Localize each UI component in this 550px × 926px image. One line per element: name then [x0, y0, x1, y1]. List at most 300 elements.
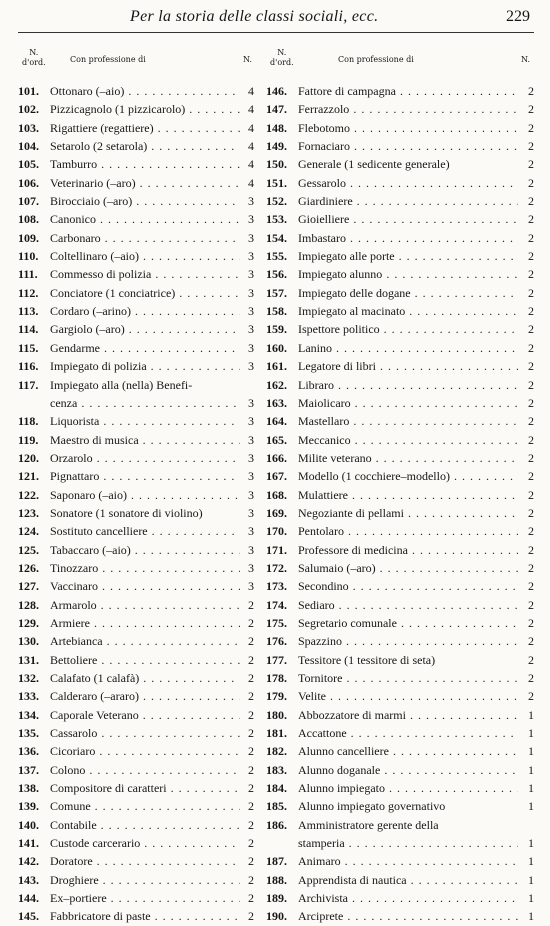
entry-number: 103. [18, 120, 39, 135]
entry-row [266, 284, 538, 302]
column-header [266, 44, 538, 80]
profession-name: Pizzicagnolo (1 pizzicarolo) . . . [50, 100, 240, 118]
profession-name: Flebotomo . . . [298, 119, 518, 137]
entry-row [266, 449, 538, 467]
entry-row [266, 797, 538, 815]
profession-name: Calderaro (–araro) . . . [50, 687, 240, 705]
entry-list [18, 82, 260, 926]
entry-count: 2 [528, 615, 534, 630]
entry-count: 2 [528, 249, 534, 264]
entry-count: 2 [528, 157, 534, 172]
profession-name: Fornaciaro . . . [298, 137, 518, 155]
profession-name: Meccanico . . . [298, 431, 518, 449]
entry-number: 189. [266, 891, 287, 906]
profession-name: Abbozzatore di marmi . . . [298, 706, 518, 724]
profession-name: Ispettore politico . . . [298, 320, 518, 338]
profession-name: Droghiere . . . [50, 871, 240, 889]
entry-number: 139. [18, 799, 39, 814]
entry-number: 122. [18, 487, 39, 502]
profession-name: Milite veterano . . . [298, 449, 518, 467]
profession-name: Contabile . . . [50, 816, 240, 834]
entry-row [18, 596, 260, 614]
profession-name: Gessarolo . . . [298, 174, 518, 192]
entry-row [266, 706, 538, 724]
entry-count: 4 [248, 84, 254, 98]
profession-name: Salumaio (–aro) . . . [298, 559, 518, 577]
entry-number: 148. [266, 120, 287, 135]
profession-name: Gioielliere . . . [298, 210, 518, 228]
entry-row [18, 779, 260, 797]
entry-count: 2 [528, 634, 534, 649]
entry-row [266, 614, 538, 632]
column-header [18, 44, 260, 80]
entry-count: 2 [528, 285, 534, 300]
entry-number: 157. [266, 285, 287, 300]
entry-row [18, 724, 260, 742]
entry-number: 107. [18, 194, 39, 209]
entry-row [18, 834, 260, 852]
profession-name: Tessitore (1 tessitore di seta) [298, 652, 436, 667]
entry-number: 153. [266, 212, 287, 227]
profession-name: Impiegato alla (nella) Benefi- [50, 377, 193, 392]
entry-row [266, 247, 538, 265]
profession-name: Alunno doganale . . . [298, 761, 518, 779]
profession-name: Sostituto cancelliere . . . [50, 522, 240, 540]
entry-count: 3 [248, 267, 254, 282]
entry-number: 159. [266, 322, 287, 337]
entry-row [18, 100, 260, 118]
entry-count: 2 [248, 817, 254, 832]
entry-number: 133. [18, 689, 39, 704]
entry-row [18, 632, 260, 650]
entry-count: 3 [248, 212, 254, 227]
entry-row [266, 522, 538, 540]
entry-row [266, 687, 538, 705]
entry-number: 163. [266, 395, 287, 410]
entry-count: 2 [248, 726, 254, 741]
entry-row [266, 596, 538, 614]
entry-number: 135. [18, 726, 39, 741]
entry-row [266, 559, 538, 577]
entry-count: 1 [528, 891, 534, 906]
profession-name: Tinozzaro . . . [50, 559, 240, 577]
profession-name: Armarolo . . . [50, 596, 240, 614]
profession-name: Ottonaro (–aio) . . . [50, 82, 240, 100]
entry-number: 106. [18, 175, 39, 190]
entry-count: 4 [248, 175, 254, 190]
entry-number: 113. [18, 304, 39, 319]
profession-name: Gargiolo (–aro) . . . [50, 320, 240, 338]
entry-count: 2 [528, 175, 534, 190]
entry-count: 4 [248, 120, 254, 135]
entry-row [18, 522, 260, 540]
entry-number: 137. [18, 762, 39, 777]
entry-count: 3 [248, 249, 254, 264]
entry-count: 2 [528, 652, 534, 667]
entry-row [266, 82, 538, 100]
entry-number: 140. [18, 817, 39, 832]
entry-number: 169. [266, 505, 287, 520]
entry-count: 3 [248, 487, 254, 502]
entry-row [266, 907, 538, 925]
entry-row [266, 889, 538, 907]
entry-count: 2 [528, 432, 534, 447]
entry-number: 109. [18, 230, 39, 245]
entry-row [266, 467, 538, 485]
profession-name: Impiegato alunno . . . [298, 265, 518, 283]
profession-name: Bettoliere . . . [50, 651, 240, 669]
entry-row [18, 155, 260, 173]
entry-number: 161. [266, 359, 287, 374]
profession-name: Professore di medicina . . . [298, 541, 518, 559]
entry-number: 136. [18, 744, 39, 759]
profession-name: Segretario comunale . . . [298, 614, 518, 632]
entry-number: 179. [266, 689, 287, 704]
entry-count: 2 [248, 634, 254, 649]
entry-row [18, 706, 260, 724]
entry-count: 1 [528, 726, 534, 741]
entry-number: 102. [18, 102, 39, 117]
entry-count: 2 [248, 781, 254, 796]
entry-number: 165. [266, 432, 287, 447]
entry-row [266, 376, 538, 394]
entry-number: 128. [18, 597, 39, 612]
entry-row [18, 394, 260, 412]
profession-name: Impiegato di polizia . . . [50, 357, 240, 375]
entry-row [266, 302, 538, 320]
entry-count: 1 [528, 909, 534, 924]
entry-count: 2 [528, 359, 534, 374]
entry-number: 141. [18, 836, 39, 851]
profession-name: Compositore di caratteri . . . [50, 779, 240, 797]
entry-row [266, 504, 538, 522]
profession-name: Ex–portiere . . . [50, 889, 240, 907]
entry-row [18, 761, 260, 779]
entry-row [18, 302, 260, 320]
entry-row [18, 871, 260, 889]
profession-name: Alunno cancelliere . . . [298, 742, 518, 760]
profession-name: Doratore . . . [50, 852, 240, 870]
profession-name: Conciatore (1 conciatrice) . . . [50, 284, 240, 302]
entry-number: 149. [266, 139, 287, 154]
ord-header: N. d'ord. [22, 48, 46, 67]
profession-name: Animaro . . . [298, 852, 518, 870]
profession-name: Generale (1 sedicente generale) [298, 157, 450, 172]
entry-number: 170. [266, 524, 287, 539]
profession-name: Canonico . . . [50, 210, 240, 228]
entry-count: 2 [248, 854, 254, 869]
entry-count: 1 [528, 744, 534, 759]
entry-number: 121. [18, 469, 39, 484]
entry-count: 2 [528, 340, 534, 355]
entry-row [18, 541, 260, 559]
entry-number: 144. [18, 891, 39, 906]
entry-count: 2 [528, 212, 534, 227]
profession-name: Setarolo (2 setarola) . . . [50, 137, 240, 155]
entry-row [18, 467, 260, 485]
profession-name: Mastellaro . . . [298, 412, 518, 430]
entry-row [18, 889, 260, 907]
entry-row [18, 137, 260, 155]
entry-number: 110. [18, 249, 39, 264]
entry-count: 2 [528, 560, 534, 575]
entry-row [18, 687, 260, 705]
entry-number: 182. [266, 744, 287, 759]
profession-name: Coltellinaro (–aio) . . . [50, 247, 240, 265]
profession-name: Cassarolo . . . [50, 724, 240, 742]
profession-name: Fabbricatore di paste . . . [50, 907, 240, 925]
profession-name: Cicoriaro . . . [50, 742, 240, 760]
entry-row [18, 265, 260, 283]
entry-row [18, 119, 260, 137]
entry-number: 152. [266, 194, 287, 209]
profession-header: Con professione di [338, 55, 414, 64]
entry-count: 2 [248, 652, 254, 667]
entry-number: 131. [18, 652, 39, 667]
profession-name: Tornitore . . . [298, 669, 518, 687]
entry-number: 104. [18, 139, 39, 154]
entry-number: 114. [18, 322, 39, 337]
entry-row [18, 669, 260, 687]
entry-row [18, 229, 260, 247]
entry-number: 186. [266, 817, 287, 832]
entry-row [266, 394, 538, 412]
entry-count: 3 [248, 285, 254, 300]
entry-row [18, 247, 260, 265]
profession-name: Alunno impiegato governativo [298, 799, 446, 814]
entry-number: 132. [18, 671, 39, 685]
entry-number: 118. [18, 414, 39, 429]
page-number: 229 [506, 8, 530, 25]
profession-name: stamperia . . . [298, 834, 518, 852]
entry-number: 166. [266, 450, 287, 465]
profession-name: Custode carcerario . . . [50, 834, 240, 852]
ord-header: N. d'ord. [270, 48, 294, 67]
entry-number: 143. [18, 872, 39, 887]
entry-count: 3 [248, 395, 254, 410]
entry-number: 145. [18, 909, 39, 924]
entry-count: 3 [248, 359, 254, 374]
entry-row [18, 559, 260, 577]
entry-count: 2 [528, 377, 534, 392]
entry-row [266, 229, 538, 247]
entry-row [18, 577, 260, 595]
profession-name: Gendarme . . . [50, 339, 240, 357]
entry-number: 180. [266, 707, 287, 722]
profession-name: Saponaro (–aio) . . . [50, 486, 240, 504]
entry-count: 3 [248, 524, 254, 539]
entry-row [266, 210, 538, 228]
entry-count: 2 [528, 487, 534, 502]
entry-count: 3 [248, 432, 254, 447]
profession-name: Arciprete . . . [298, 907, 518, 925]
entry-number: 188. [266, 872, 287, 887]
entry-number: 115. [18, 340, 39, 355]
entry-count: 2 [248, 597, 254, 612]
profession-name: Accattone . . . [298, 724, 518, 742]
entry-row [266, 852, 538, 870]
entry-count: 3 [248, 340, 254, 355]
profession-name: Liquorista . . . [50, 412, 240, 430]
entry-number: 105. [18, 157, 39, 172]
entry-number: 129. [18, 615, 39, 630]
entry-number: 130. [18, 634, 39, 649]
entry-number: 176. [266, 634, 287, 649]
running-head [0, 8, 550, 32]
profession-name: Orzarolo . . . [50, 449, 240, 467]
entry-row [266, 742, 538, 760]
entry-number: 173. [266, 579, 287, 594]
count-header: N. [520, 55, 530, 64]
entry-row [18, 320, 260, 338]
entry-number: 124. [18, 524, 39, 539]
entry-number: 101. [18, 84, 39, 98]
entry-row [18, 210, 260, 228]
entry-row [18, 357, 260, 375]
entry-count: 2 [528, 542, 534, 557]
entry-row [18, 852, 260, 870]
entry-count: 1 [528, 707, 534, 722]
entry-number: 175. [266, 615, 287, 630]
entry-row [266, 632, 538, 650]
entry-row [266, 357, 538, 375]
entry-number: 119. [18, 432, 39, 447]
profession-name: Carbonaro . . . [50, 229, 240, 247]
entry-row [266, 192, 538, 210]
profession-name: Vaccinaro . . . [50, 577, 240, 595]
entry-count: 2 [248, 762, 254, 777]
entry-row [266, 100, 538, 118]
profession-name: Ferrazzolo . . . [298, 100, 518, 118]
profession-name: Libraro . . . [298, 376, 518, 394]
profession-name: Legatore di libri . . . [298, 357, 518, 375]
entry-row [266, 761, 538, 779]
entry-count: 1 [528, 781, 534, 796]
entry-count: 2 [248, 707, 254, 722]
left-column [18, 44, 260, 924]
entry-number: 134. [18, 707, 39, 722]
entry-number: 156. [266, 267, 287, 282]
entry-number: 125. [18, 542, 39, 557]
entry-count: 4 [248, 102, 254, 117]
entry-count: 2 [528, 267, 534, 282]
entry-row [18, 174, 260, 192]
entry-count: 4 [248, 157, 254, 172]
entry-number: 160. [266, 340, 287, 355]
entry-count: 2 [248, 836, 254, 851]
entry-count: 1 [528, 872, 534, 887]
entry-number: 154. [266, 230, 287, 245]
entry-count: 3 [248, 505, 254, 520]
entry-row [18, 486, 260, 504]
entry-row [266, 834, 538, 852]
entry-count: 2 [528, 597, 534, 612]
entry-count: 2 [528, 230, 534, 245]
entry-row [266, 779, 538, 797]
entry-number: 111. [18, 267, 38, 282]
entry-row [18, 339, 260, 357]
profession-name: Modello (1 cocchiere–modello) . . . [298, 467, 518, 485]
entry-count: 3 [248, 304, 254, 319]
entry-number: 146. [266, 84, 287, 98]
entry-number: 142. [18, 854, 39, 869]
entry-count: 2 [248, 799, 254, 814]
entry-number: 171. [266, 542, 287, 557]
entry-row [18, 797, 260, 815]
entry-number: 177. [266, 652, 287, 667]
entry-number: 151. [266, 175, 287, 190]
entry-count: 4 [248, 139, 254, 154]
profession-name: Alunno impiegato . . . [298, 779, 518, 797]
profession-name: Sonatore (1 sonatore di violino) [50, 505, 203, 520]
entry-number: 117. [18, 377, 39, 392]
running-title: Per la storia delle classi sociali, ecc. [130, 8, 379, 25]
profession-name: Pignattaro . . . [50, 467, 240, 485]
profession-name: Lanino . . . [298, 339, 518, 357]
entry-count: 2 [528, 322, 534, 337]
profession-name: Armiere . . . [50, 614, 240, 632]
profession-name: Negoziante di pellami . . . [298, 504, 518, 522]
profession-name: Maiolicaro . . . [298, 394, 518, 412]
profession-name: Tamburro . . . [50, 155, 240, 173]
entry-count: 3 [248, 194, 254, 209]
entry-number: 184. [266, 781, 287, 796]
entry-list [266, 82, 538, 926]
right-column [266, 44, 538, 924]
profession-name: Velite . . . [298, 687, 518, 705]
entry-number: 126. [18, 560, 39, 575]
entry-row [266, 339, 538, 357]
entry-count: 2 [528, 505, 534, 520]
entry-number: 185. [266, 799, 287, 814]
entry-row [266, 541, 538, 559]
entry-count: 2 [248, 872, 254, 887]
entry-row [266, 577, 538, 595]
entry-count: 2 [248, 909, 254, 924]
entry-count: 2 [528, 395, 534, 410]
entry-row [18, 742, 260, 760]
entry-number: 168. [266, 487, 287, 502]
profession-name: Pentolaro . . . [298, 522, 518, 540]
entry-row [18, 82, 260, 100]
profession-header: Con professione di [70, 55, 146, 64]
entry-row [266, 320, 538, 338]
profession-name: Impiegato delle dogane . . . [298, 284, 518, 302]
entry-number: 162. [266, 377, 287, 392]
profession-name: Veterinario (–aro) . . . [50, 174, 240, 192]
entry-count: 2 [528, 139, 534, 154]
profession-name: Mulattiere . . . [298, 486, 518, 504]
entry-row [18, 412, 260, 430]
entry-count: 1 [528, 762, 534, 777]
entry-number: 155. [266, 249, 287, 264]
entry-number: 164. [266, 414, 287, 429]
entry-row [266, 265, 538, 283]
entry-count: 3 [248, 542, 254, 557]
profession-name: Cordaro (–arino) . . . [50, 302, 240, 320]
profession-name: Artebianca . . . [50, 632, 240, 650]
entry-count: 2 [528, 414, 534, 429]
entry-count: 2 [528, 450, 534, 465]
entry-count: 3 [248, 560, 254, 575]
entry-count: 2 [528, 671, 534, 685]
entry-count: 1 [528, 799, 534, 814]
entry-row [266, 155, 538, 173]
entry-number: 112. [18, 285, 39, 300]
entry-number: 127. [18, 579, 39, 594]
profession-name: Birocciaio (–aro) . . . [50, 192, 240, 210]
entry-row [18, 504, 260, 522]
